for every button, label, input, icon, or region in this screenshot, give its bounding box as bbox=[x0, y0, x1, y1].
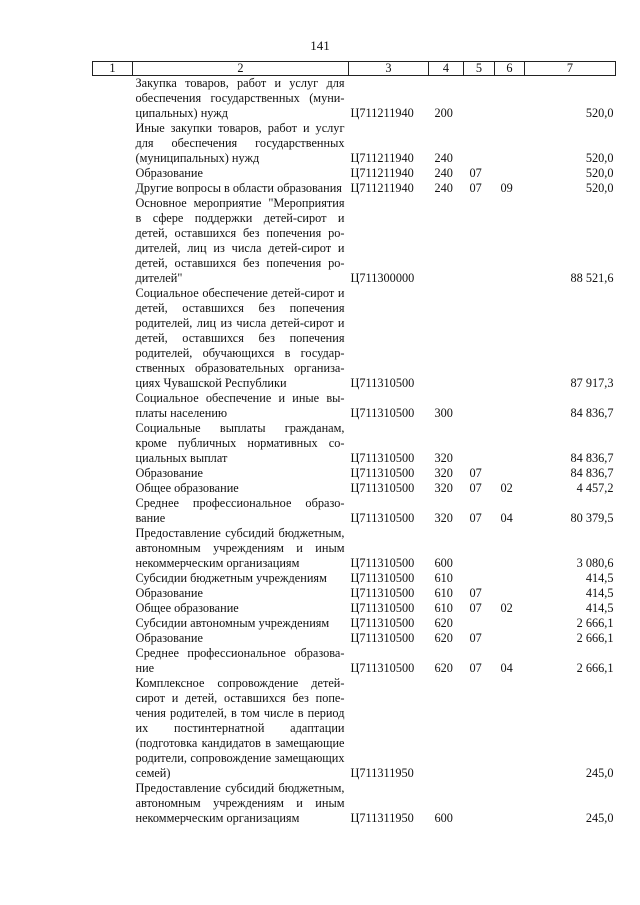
row-amount: 245,0 bbox=[585, 766, 614, 780]
row-expense-type: 620 bbox=[434, 661, 453, 675]
row-col-1 bbox=[93, 466, 133, 481]
row-target-code: Ц711310500 bbox=[350, 481, 415, 495]
row-subsection bbox=[495, 286, 525, 391]
row-target-code: Ц711310500 bbox=[350, 601, 415, 615]
row-amount: 414,5 bbox=[585, 571, 614, 585]
row-name: Субсидии автономным учреждениям bbox=[135, 616, 330, 630]
row-section bbox=[464, 391, 495, 421]
table-row bbox=[93, 601, 616, 616]
row-name: Предоставление субсидий бюджетным, автономным учреждениям и иным некоммерческим организациям bbox=[135, 526, 345, 570]
row-subsection bbox=[495, 466, 525, 481]
row-subsection: 09 bbox=[500, 181, 513, 195]
row-section bbox=[464, 76, 495, 122]
table-row bbox=[93, 676, 616, 781]
row-subsection: 04 bbox=[500, 661, 513, 675]
row-amount: 84 836,7 bbox=[570, 406, 614, 420]
row-name: Социальные выплаты гражданам, кроме публичных нормативных социальных выплат bbox=[135, 421, 345, 465]
row-expense-type: 320 bbox=[434, 451, 453, 465]
row-subsection bbox=[495, 391, 525, 421]
row-section bbox=[464, 781, 495, 826]
row-expense-type: 320 bbox=[434, 466, 453, 480]
row-subsection: 02 bbox=[500, 481, 513, 495]
table-body bbox=[93, 76, 616, 827]
row-amount: 3 080,6 bbox=[576, 556, 614, 570]
row-name: Закупка товаров, работ и услуг для обеспечения государственных (муниципальных) нужд bbox=[135, 76, 345, 120]
table-row bbox=[93, 421, 616, 466]
row-section bbox=[464, 421, 495, 466]
row-amount: 2 666,1 bbox=[576, 661, 614, 675]
row-section bbox=[464, 286, 495, 391]
table-row bbox=[93, 481, 616, 496]
row-target-code: Ц711310500 bbox=[350, 616, 415, 630]
row-expense-type: 610 bbox=[434, 586, 453, 600]
row-section bbox=[464, 676, 495, 781]
row-name: Образование bbox=[135, 586, 203, 600]
row-col-1 bbox=[93, 586, 133, 601]
row-expense-type: 240 bbox=[434, 166, 453, 180]
row-expense-type: 600 bbox=[434, 811, 453, 825]
row-section: 07 bbox=[469, 511, 482, 525]
row-subsection bbox=[495, 121, 525, 166]
row-amount: 88 521,6 bbox=[570, 271, 614, 285]
row-section bbox=[464, 196, 495, 286]
row-col-1 bbox=[93, 166, 133, 181]
row-name: Социальное обеспечение и иные выплаты населению bbox=[135, 391, 345, 420]
table-row bbox=[93, 76, 616, 122]
row-amount: 84 836,7 bbox=[570, 466, 614, 480]
header-col-5: 5 bbox=[464, 62, 495, 76]
row-col-1 bbox=[93, 121, 133, 166]
header-col-6: 6 bbox=[495, 62, 525, 76]
row-amount: 4 457,2 bbox=[576, 481, 614, 495]
row-name: Образование bbox=[135, 466, 203, 480]
row-expense-type: 620 bbox=[434, 631, 453, 645]
row-subsection bbox=[495, 571, 525, 586]
row-subsection bbox=[495, 196, 525, 286]
row-expense-type: 610 bbox=[434, 571, 453, 585]
row-amount: 520,0 bbox=[585, 151, 614, 165]
row-target-code: Ц711310500 bbox=[350, 571, 415, 585]
row-section: 07 bbox=[469, 661, 482, 675]
row-amount: 87 917,3 bbox=[570, 376, 614, 390]
row-subsection bbox=[495, 631, 525, 646]
row-name: Общее образование bbox=[135, 601, 239, 615]
row-section bbox=[464, 121, 495, 166]
header-col-4: 4 bbox=[429, 62, 464, 76]
row-amount: 520,0 bbox=[585, 181, 614, 195]
row-subsection: 02 bbox=[500, 601, 513, 615]
row-col-1 bbox=[93, 496, 133, 526]
row-col-1 bbox=[93, 421, 133, 466]
row-col-1 bbox=[93, 781, 133, 826]
table-row bbox=[93, 196, 616, 286]
row-section: 07 bbox=[469, 166, 482, 180]
row-target-code: Ц711310500 bbox=[350, 511, 415, 525]
row-amount: 84 836,7 bbox=[570, 451, 614, 465]
table-row bbox=[93, 631, 616, 646]
row-col-1 bbox=[93, 196, 133, 286]
row-target-code: Ц711211940 bbox=[350, 181, 414, 195]
table-row bbox=[93, 286, 616, 391]
row-section: 07 bbox=[469, 481, 482, 495]
row-col-1 bbox=[93, 631, 133, 646]
row-expense-type: 320 bbox=[434, 511, 453, 525]
row-target-code: Ц711310500 bbox=[350, 556, 415, 570]
row-name: Общее образование bbox=[135, 481, 239, 495]
row-section bbox=[464, 571, 495, 586]
row-expense-type bbox=[429, 196, 464, 286]
row-expense-type: 240 bbox=[434, 181, 453, 195]
row-expense-type: 600 bbox=[434, 556, 453, 570]
row-target-code: Ц711211940 bbox=[350, 106, 414, 120]
row-col-1 bbox=[93, 676, 133, 781]
row-name: Образование bbox=[135, 631, 203, 645]
row-target-code: Ц711311950 bbox=[350, 766, 414, 780]
row-expense-type: 300 bbox=[434, 406, 453, 420]
row-subsection bbox=[495, 616, 525, 631]
row-name: Среднее профессиональное образование bbox=[135, 646, 345, 675]
table-row bbox=[93, 496, 616, 526]
row-expense-type: 240 bbox=[434, 151, 453, 165]
row-target-code: Ц711310500 bbox=[350, 451, 415, 465]
header-col-2: 2 bbox=[133, 62, 349, 76]
row-name: Образование bbox=[135, 166, 203, 180]
row-name: Среднее профессиональное образование bbox=[135, 496, 345, 525]
row-section: 07 bbox=[469, 586, 482, 600]
row-section: 07 bbox=[469, 181, 482, 195]
row-expense-type: 610 bbox=[434, 601, 453, 615]
table-row bbox=[93, 166, 616, 181]
row-subsection: 04 bbox=[500, 511, 513, 525]
row-name: Иные закупки товаров, работ и услуг для обеспечения государственных (муниципальных) нужд bbox=[135, 121, 345, 165]
row-target-code: Ц711310500 bbox=[350, 376, 415, 390]
budget-table bbox=[92, 61, 616, 826]
row-col-1 bbox=[93, 526, 133, 571]
table-row bbox=[93, 571, 616, 586]
row-section: 07 bbox=[469, 601, 482, 615]
header-row bbox=[93, 62, 616, 76]
row-name: Субсидии бюджетным учреждениям bbox=[135, 571, 327, 585]
table-header bbox=[93, 62, 616, 76]
row-col-1 bbox=[93, 286, 133, 391]
row-target-code: Ц711211940 bbox=[350, 166, 414, 180]
row-subsection bbox=[495, 781, 525, 826]
row-name: Комплексное сопровождение детей-сирот и детей, оставшихся без попечения родителей, в том числе в период их постинтернатной адаптации (подготовка кандидатов в замещающие родители, сопровождение замещающих семей) bbox=[135, 676, 345, 780]
table-row bbox=[93, 526, 616, 571]
row-amount: 245,0 bbox=[585, 811, 614, 825]
row-target-code: Ц711310500 bbox=[350, 631, 415, 645]
row-section bbox=[464, 526, 495, 571]
row-subsection bbox=[495, 586, 525, 601]
row-expense-type bbox=[429, 676, 464, 781]
row-subsection bbox=[495, 166, 525, 181]
row-col-1 bbox=[93, 181, 133, 196]
row-expense-type bbox=[429, 286, 464, 391]
header-col-1: 1 bbox=[93, 62, 133, 76]
row-col-1 bbox=[93, 601, 133, 616]
table-row bbox=[93, 466, 616, 481]
header-col-7: 7 bbox=[525, 62, 616, 76]
row-amount: 520,0 bbox=[585, 166, 614, 180]
row-amount: 414,5 bbox=[585, 586, 614, 600]
row-target-code: Ц711310500 bbox=[350, 661, 415, 675]
table-row bbox=[93, 781, 616, 826]
table-row bbox=[93, 181, 616, 196]
row-expense-type: 320 bbox=[434, 481, 453, 495]
row-amount: 80 379,5 bbox=[570, 511, 614, 525]
row-col-1 bbox=[93, 646, 133, 676]
row-section: 07 bbox=[469, 466, 482, 480]
row-expense-type: 620 bbox=[434, 616, 453, 630]
row-target-code: Ц711311950 bbox=[350, 811, 414, 825]
row-name: Другие вопросы в области образования bbox=[135, 181, 342, 195]
row-amount: 414,5 bbox=[585, 601, 614, 615]
row-col-1 bbox=[93, 76, 133, 122]
row-amount: 2 666,1 bbox=[576, 631, 614, 645]
row-subsection bbox=[495, 76, 525, 122]
row-section: 07 bbox=[469, 631, 482, 645]
row-target-code: Ц711310500 bbox=[350, 466, 415, 480]
table-row bbox=[93, 586, 616, 601]
row-name: Социальное обеспечение детей-сирот и детей, оставшихся без попечения родителей, лиц из числа детей-сирот и детей, оставшихся без попечения родителей, обучающихся в государственных образовательных организациях Чувашской Республики bbox=[135, 286, 345, 390]
row-col-1 bbox=[93, 616, 133, 631]
row-target-code: Ц711300000 bbox=[350, 271, 415, 285]
table-row bbox=[93, 646, 616, 676]
row-target-code: Ц711211940 bbox=[350, 151, 414, 165]
row-col-1 bbox=[93, 391, 133, 421]
row-expense-type: 200 bbox=[434, 106, 453, 120]
row-target-code: Ц711310500 bbox=[350, 586, 415, 600]
row-target-code: Ц711310500 bbox=[350, 406, 415, 420]
page-number: 141 bbox=[310, 38, 330, 53]
row-section bbox=[464, 616, 495, 631]
row-name: Предоставление субсидий бюджетным, автономным учреждениям и иным некоммерческим организациям bbox=[135, 781, 345, 825]
row-subsection bbox=[495, 526, 525, 571]
row-amount: 2 666,1 bbox=[576, 616, 614, 630]
row-name: Основное мероприятие "Мероприятия в сфере поддержки детей-сирот и детей, оставшихся без попечения родителей, лиц из числа детей-сирот и детей, оставшихся без попечения родителей" bbox=[135, 196, 345, 285]
row-subsection bbox=[495, 676, 525, 781]
row-amount: 520,0 bbox=[585, 106, 614, 120]
row-col-1 bbox=[93, 481, 133, 496]
table-row bbox=[93, 391, 616, 421]
header-col-3: 3 bbox=[349, 62, 429, 76]
table-row bbox=[93, 616, 616, 631]
table-row bbox=[93, 121, 616, 166]
row-subsection bbox=[495, 421, 525, 466]
row-col-1 bbox=[93, 571, 133, 586]
